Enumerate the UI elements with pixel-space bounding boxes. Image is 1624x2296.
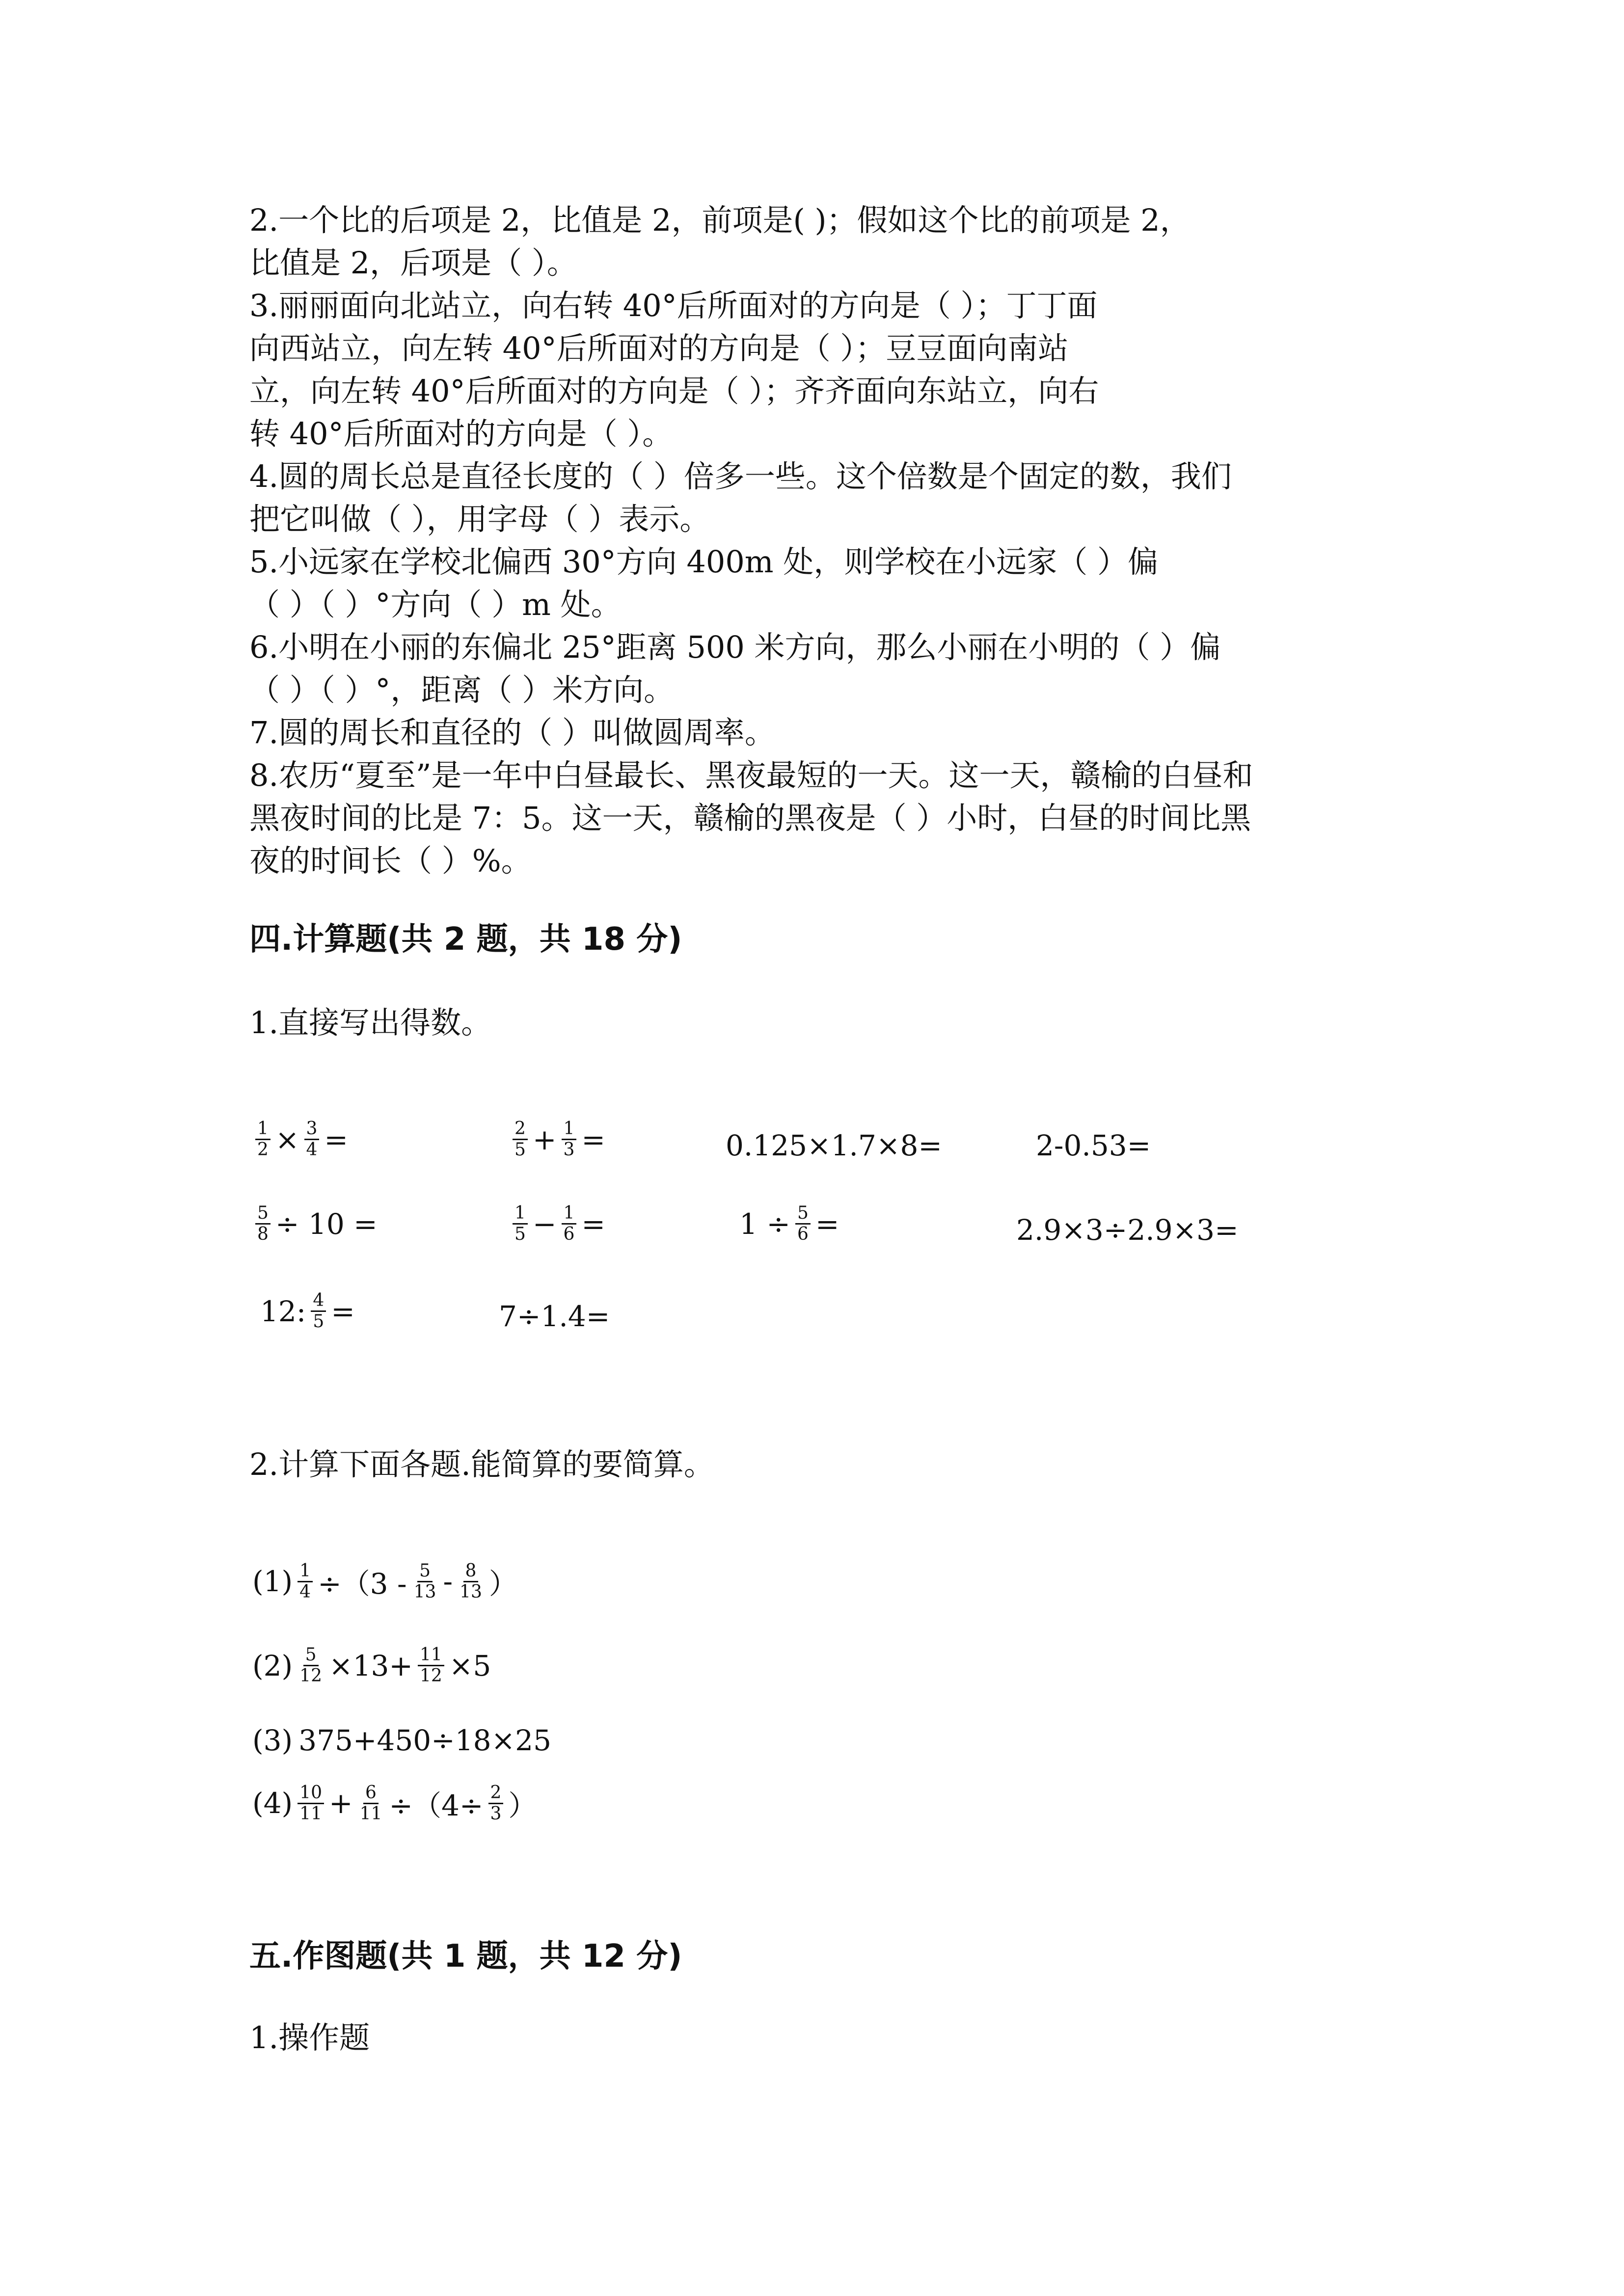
fraction: $\frac{1}{5}$	[513, 1203, 528, 1244]
q6-line2: （ ）（ ）°，距离（ ）米方向。	[249, 672, 675, 708]
q3-line1: 3.丽丽面向北站立，向右转 40°后所面对的方向是（ ）；丁丁面	[249, 288, 1098, 323]
q5-line1: 5.小远家在学校北偏西 30°方向 400m 处，则学校在小远家（ ）偏	[249, 544, 1159, 580]
expr-8: 2.9×3÷2.9×3=	[1016, 1213, 1239, 1247]
q7-line1: 7.圆的周长和直径的（ ）叫做圆周率。	[249, 715, 775, 750]
problem-1: (1) $\frac{1}{4}$ ÷（3 - $\frac{5}{13}$ - $\frac{8}{13}$ ）	[252, 1560, 517, 1602]
fraction: $\frac{11}{12}$	[418, 1645, 444, 1686]
expr-3: 0.125×1.7×8=	[726, 1129, 942, 1162]
fraction: $\frac{1}{3}$	[562, 1119, 577, 1160]
fraction: $\frac{5}{13}$	[413, 1560, 436, 1602]
q8-line1: 8.农历“夏至”是一年中白昼最长、黑夜最短的一天。这一天，赣榆的白昼和	[249, 757, 1253, 793]
fraction: $\frac{1}{4}$	[298, 1561, 313, 1602]
fraction: $\frac{5}{12}$	[299, 1645, 322, 1686]
q3-line3: 立，向左转 40°后所面对的方向是（ ）；齐齐面向东站立，向右	[249, 373, 1099, 409]
expr-4: 2-0.53=	[1036, 1129, 1151, 1162]
q8-line2: 黑夜时间的比是 7：5。这一天，赣榆的黑夜是（ ）小时，白昼的时间比黑	[249, 800, 1251, 836]
fraction: $\frac{4}{5}$	[311, 1291, 326, 1332]
fraction: $\frac{6}{11}$	[359, 1782, 382, 1824]
q6-line1: 6.小明在小丽的东偏北 25°距离 500 米方向，那么小丽在小明的（ ）偏	[249, 629, 1221, 665]
fraction: $\frac{3}{4}$	[304, 1119, 320, 1160]
expr-9: 12: $\frac{4}{5}$ =	[260, 1290, 355, 1332]
fraction: $\frac{10}{11}$	[298, 1783, 324, 1824]
expr-1: $\frac{1}{2}$ × $\frac{3}{4}$ =	[253, 1119, 351, 1160]
fraction: $\frac{1}{2}$	[255, 1119, 271, 1160]
calc-q2-prompt: 2.计算下面各题.能简算的要简算。	[249, 1446, 714, 1482]
expr-10: 7÷1.4=	[499, 1300, 610, 1333]
expr-5: $\frac{5}{8}$ ÷ 10 =	[253, 1203, 380, 1244]
draw-q1-prompt: 1.操作题	[249, 2020, 370, 2056]
fraction: $\frac{8}{13}$	[460, 1560, 482, 1602]
q3-line4: 转 40°后所面对的方向是（ ）。	[249, 416, 673, 452]
problem-3: (3) 375+450÷18×25	[252, 1724, 551, 1757]
section5-title: 五.作图题(共 1 题，共 12 分)	[249, 1938, 682, 1975]
fraction: $\frac{2}{5}$	[513, 1119, 528, 1160]
fraction: $\frac{5}{8}$	[255, 1203, 271, 1244]
problem-4: (4) $\frac{10}{11}$ + $\frac{6}{11}$ ÷（4÷ $\frac{2}{3}$ ）	[252, 1782, 537, 1824]
fraction: $\frac{1}{6}$	[562, 1203, 577, 1244]
q3-line2: 向西站立，向左转 40°后所面对的方向是（ ）；豆豆面向南站	[249, 330, 1069, 366]
expr-6: $\frac{1}{5}$ − $\frac{1}{6}$ =	[511, 1203, 608, 1244]
section4-title: 四.计算题(共 2 题，共 18 分)	[249, 921, 682, 958]
fraction: $\frac{2}{3}$	[488, 1783, 504, 1824]
problem-2: (2) $\frac{5}{12}$ ×13+ $\frac{11}{12}$ ×5	[252, 1645, 491, 1686]
q2-line2: 比值是 2，后项是（ ）。	[249, 245, 577, 281]
q5-line2: （ ）（ ）°方向（ ）m 处。	[249, 587, 622, 622]
expr-2: $\frac{2}{5}$ + $\frac{1}{3}$ =	[511, 1119, 608, 1160]
q4-line2: 把它叫做（ ），用字母（ ）表示。	[249, 501, 710, 537]
calc-q1-prompt: 1.直接写出得数。	[249, 1005, 492, 1041]
expr-7: 1 ÷ $\frac{5}{6}$ =	[739, 1203, 839, 1244]
q4-line1: 4.圆的周长总是直径长度的（ ）倍多一些。这个倍数是个固定的数，我们	[249, 458, 1232, 494]
fraction: $\frac{5}{6}$	[795, 1203, 811, 1244]
q2-line1: 2.一个比的后项是 2，比值是 2，前项是( )；假如这个比的前项是 2，	[249, 202, 1191, 238]
q8-line3: 夜的时间长（ ）%。	[249, 843, 532, 879]
